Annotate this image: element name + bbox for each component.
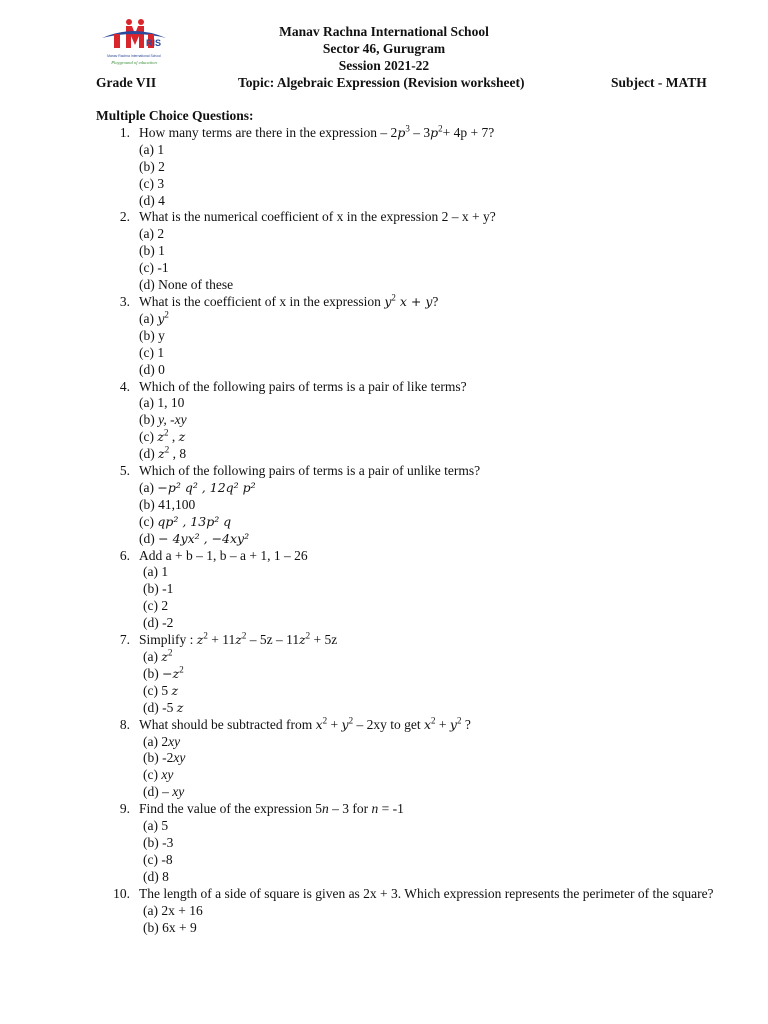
svg-text:RIS: RIS bbox=[146, 38, 162, 48]
answer-option: (d) -2 bbox=[143, 615, 174, 631]
answer-option: (c) 5 z bbox=[143, 682, 179, 698]
worksheet-body bbox=[96, 108, 736, 936]
answer-option: (c) 2 bbox=[143, 598, 169, 614]
answer-option: (b) -2xy bbox=[143, 750, 186, 766]
question bbox=[96, 125, 736, 142]
question-number: 2. bbox=[119, 209, 130, 225]
answer-option: (d) – xy bbox=[143, 784, 185, 800]
answer-option: (b) -3 bbox=[143, 834, 174, 850]
answer-option: (a) 5 bbox=[143, 818, 169, 834]
answer-option: (d) $z^2$ , 8 bbox=[139, 444, 187, 462]
svg-text:Playground of education: Playground of education bbox=[111, 60, 157, 65]
answer-option: (d) -5 z bbox=[143, 699, 184, 715]
question-number: 10. bbox=[113, 885, 130, 901]
question-text: What is the coefficient of x in the expression $y^2$ x + y? bbox=[139, 292, 439, 309]
answer-option: (c) 1 bbox=[139, 344, 165, 360]
answer-option: (b) 6x + 9 bbox=[143, 919, 197, 935]
question-number: 3. bbox=[119, 293, 130, 309]
answer-option: (c) qp² , 13p² q bbox=[139, 513, 232, 529]
school-name: Manav Rachna International School bbox=[279, 24, 489, 39]
session: Session 2021-22 bbox=[338, 58, 430, 73]
question-text: How many terms are there in the expression – $2p^3 - 3p^2+ 4p + 7$? bbox=[139, 123, 495, 140]
answer-option: (a) 1, 10 bbox=[139, 395, 185, 411]
answer-option: (d) None of these bbox=[139, 277, 234, 293]
answer-option: (b) y bbox=[139, 327, 165, 343]
grade: Grade VII bbox=[96, 75, 157, 90]
answer-option: (c) 3 bbox=[139, 175, 165, 191]
question-number: 1. bbox=[119, 124, 130, 140]
answer-option: (a) 2 bbox=[139, 226, 165, 242]
question-text: Which of the following pairs of terms is a pair of like terms? bbox=[139, 378, 467, 394]
answer-option: (a) $z^2$ bbox=[143, 647, 173, 664]
answer-option: (a) 1 bbox=[143, 564, 169, 580]
svg-text:Manav Rachna International Sch: Manav Rachna International School bbox=[107, 54, 161, 58]
answer-option: (a) 1 bbox=[139, 141, 165, 157]
answer-option: (b) 41,100 bbox=[139, 496, 196, 512]
question-number: 7. bbox=[119, 632, 130, 648]
answer-option: (a) −p² q² , 12q² p² bbox=[139, 479, 256, 495]
worksheet-header bbox=[0, 0, 768, 95]
question bbox=[96, 379, 736, 396]
question bbox=[96, 463, 736, 480]
question-number: 9. bbox=[119, 801, 130, 817]
answer-option: (a) 2xy bbox=[143, 733, 181, 749]
answer-option: (c) xy bbox=[143, 767, 174, 783]
question bbox=[96, 632, 736, 649]
answer-option: (a) 2x + 16 bbox=[143, 902, 203, 918]
subject: Subject - MATH bbox=[611, 75, 707, 90]
answer-option: (b) -1 bbox=[143, 581, 174, 597]
answer-option: (c) -1 bbox=[139, 260, 169, 276]
answer-option: (b) y, -xy bbox=[139, 412, 187, 428]
answer-option: (a) $y^2$ bbox=[139, 309, 169, 326]
question bbox=[96, 717, 736, 734]
answer-option: (b) 2 bbox=[139, 158, 165, 174]
question-text: What should be subtracted from $x^2 + y^2 - 2xy$ to get $x^2 + y^2$ ? bbox=[139, 715, 471, 732]
question bbox=[96, 801, 736, 818]
topic: Topic: Algebraic Expression (Revision worksheet) bbox=[238, 75, 525, 90]
question-number: 8. bbox=[119, 716, 130, 732]
question-text: Simplify : $z^2 + 11z^2 - 5z - 11z^2 + 5z$ bbox=[139, 630, 338, 648]
question-text: The length of a side of square is given as 2x + 3. Which expression represents the perimeter of the square? bbox=[139, 885, 714, 901]
answer-option: (d) 4 bbox=[139, 192, 165, 208]
answer-option: (d) − 4yx² , −4xy² bbox=[139, 530, 250, 546]
answer-option: (c) $z^2$ , z bbox=[139, 427, 186, 445]
answer-option: (c) -8 bbox=[143, 851, 173, 867]
question bbox=[96, 548, 736, 565]
question bbox=[96, 294, 736, 311]
answer-option: (b) 1 bbox=[139, 243, 165, 259]
question-text: Add a + b – 1, b – a + 1, 1 – 26 bbox=[139, 547, 308, 563]
question-number: 6. bbox=[119, 547, 130, 563]
question bbox=[96, 209, 736, 226]
school-address: Sector 46, Gurugram bbox=[322, 41, 446, 56]
answer-option: $(b) -z^2$ bbox=[143, 664, 184, 681]
question-text: Find the value of the expression 5n – 3 for n = -1 bbox=[139, 801, 404, 817]
section-title: Multiple Choice Questions: bbox=[96, 108, 254, 123]
question bbox=[96, 886, 736, 903]
question-text: What is the numerical coefficient of x in the expression 2 – x + y? bbox=[139, 209, 496, 225]
question-number: 5. bbox=[119, 463, 130, 479]
question-text: Which of the following pairs of terms is a pair of unlike terms? bbox=[139, 463, 481, 479]
answer-option: (d) 8 bbox=[143, 868, 169, 884]
question-number: 4. bbox=[119, 378, 130, 394]
answer-option: (d) 0 bbox=[139, 361, 165, 377]
